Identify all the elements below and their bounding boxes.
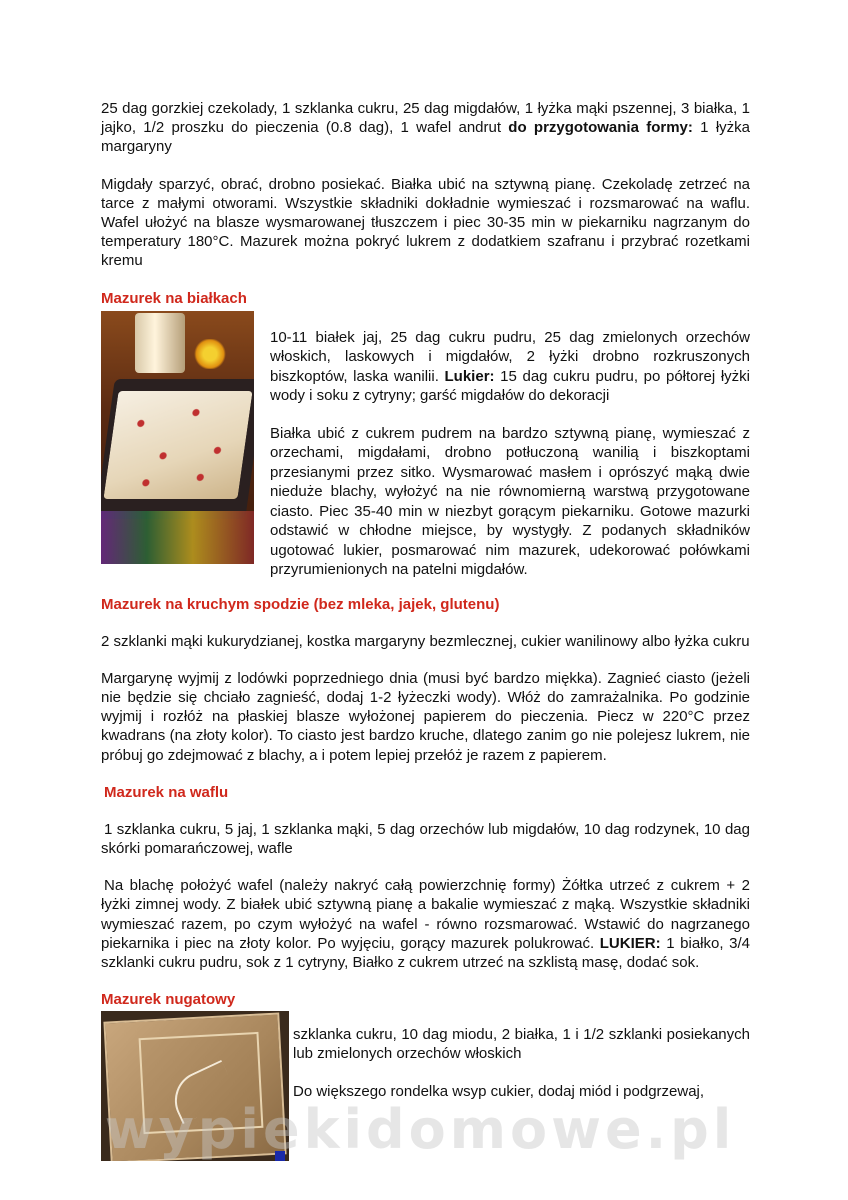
recipe-title-kruchy: Mazurek na kruchym spodzie (bez mleka, jajek, glutenu): [101, 595, 500, 613]
wafel-ingredients: 1 szklanka cukru, 5 jaj, 1 szklanka mąki, 5 dag orzechów lub migdałów, 10 dag rodzynek, 10 dag skórki pomarańczowej, wafle: [101, 820, 750, 858]
intro-method: Migdały sparzyć, obrać, drobno posiekać. Białka ubić na sztywną pianę. Czekoladę zetrzeć na tarce z małymi otworami. Wszystkie składniki dokładnie wymieszać i rozsmarować na waflu. Wafel ułożyć na blasze wysmarowanej tłuszczem i piec 30-35 min w piekarniku nagrzanym do temperatury 180°C. Mazurek można pokryć lukrem z dodatkiem szafranu i przybrać rozetkami kremu: [101, 175, 750, 270]
corner-badge: [275, 1151, 285, 1161]
bialka-method: Białka ubić z cukrem pudrem na bardzo sztywną pianę, wymieszać z orzechami, migdałami, drobno potłuczoną wanilią i biszkoptami przesianymi przez sitko. Wysmarować masłem i oprószyć mąką dwie nieduże blachy, wyłożyć na nie równomierną warstwą przygotowane ciasto. Piec 35-40 min w niezbyt gorącym piekarniku. Gotowe mazurki odstawić w chłodne miejsce, by wystygły. Z podanych składników ugotować lukier, posmarować nim mazurek, udekorować połówkami przyrumienionych na patelni migdałów.: [270, 424, 750, 579]
bialka-ingredients: 10-11 białek jaj, 25 dag cukru pudru, 25 dag zmielonych orzechów włoskich, laskowych i migdałów, 2 łyżki drobno rozkruszonych biszkoptów, laska wanilii. Lukier: 15 dag cukru pudru, po półtorej łyżki wody i soku z cytryny; garść migdałów do dekoracji: [270, 328, 750, 405]
recipe-title-wafel: Mazurek na waflu: [104, 783, 229, 801]
mazurek-bialka-photo: [101, 311, 254, 564]
nugatowy-method: Do większego rondelka wsyp cukier, dodaj miód i podgrzewaj,: [293, 1082, 705, 1100]
cake-shape: [103, 391, 252, 499]
mazurek-nugatowy-photo: [101, 1011, 289, 1161]
recipe-title-nugatowy: Mazurek nugatowy: [101, 991, 236, 1009]
recipe-nugatowy-section: [101, 1009, 750, 1161]
kruchy-ingredients: 2 szklanki mąki kukurydzianej, kostka margaryny bezmlecznej, cukier wanilinowy albo łyżka cukru: [101, 632, 750, 650]
site-watermark: wypiekidomowe.pl: [104, 1098, 736, 1161]
kruchy-method: Margarynę wyjmij z lodówki poprzedniego dnia (musi być bardzo miękka). Zagnieć ciasto (jeżeli nie będzie się chciało zagnieść, dodaj 1-2 łyżeczki wody). Włóż do zamrażalnika. Po godzinie wyjmij i rozłóż na płaskiej blasze wyłożonej papierem do pieczenia. Piecz w 220°C przez kwadrans (na złoty kolor). To ciasto jest bardzo kruche, dlatego zanim go nie polejesz lukrem, nie próbuj go zdejmować z blachy, a i potem lepiej przełóż je razem z papierem.: [101, 669, 750, 764]
document-page: [101, 99, 750, 1161]
recipe-title-bialka: Mazurek na białkach: [101, 289, 247, 307]
intro-ingredients: 25 dag gorzkiej czekolady, 1 szklanka cukru, 25 dag migdałów, 1 łyżka mąki pszennej, 3 białka, 1 jajko, 1/2 proszku do pieczenia (0.8 dag), 1 wafel andrut do przygotowania formy: 1 łyżka margaryny: [101, 100, 750, 156]
recipe-bialka-section: [101, 308, 750, 580]
decoration-shape: [101, 511, 254, 564]
wafel-method: Na blachę położyć wafel (należy nakryć całą powierzchnię formy) Żółtka utrzeć z cukrem + 2 łyżki zimnej wody. Z białek ubić sztywną pianę a bakalie wymieszać z mąką. Wszystkie składniki wymieszać razem, po czym wyłożyć na wafel - równo rozsmarować. Wstawić do nagrzanego piekarnika i piec na złoty kolor. Po wyjęciu, gorący mazurek polukrować. LUKIER: 1 białko, 3/4 szklanki cukru pudru, sok z 1 cytryny, Białko z cukrem utrzeć na szklistą masę, dodać sok.: [101, 877, 751, 972]
cup-shape: [135, 313, 185, 373]
nugatowy-ingredients: szklanka cukru, 10 dag miodu, 2 białka, 1 i 1/2 szklanki posiekanych lub zmielonych orzechów włoskich: [293, 1026, 750, 1063]
flower-shape: [193, 339, 227, 369]
